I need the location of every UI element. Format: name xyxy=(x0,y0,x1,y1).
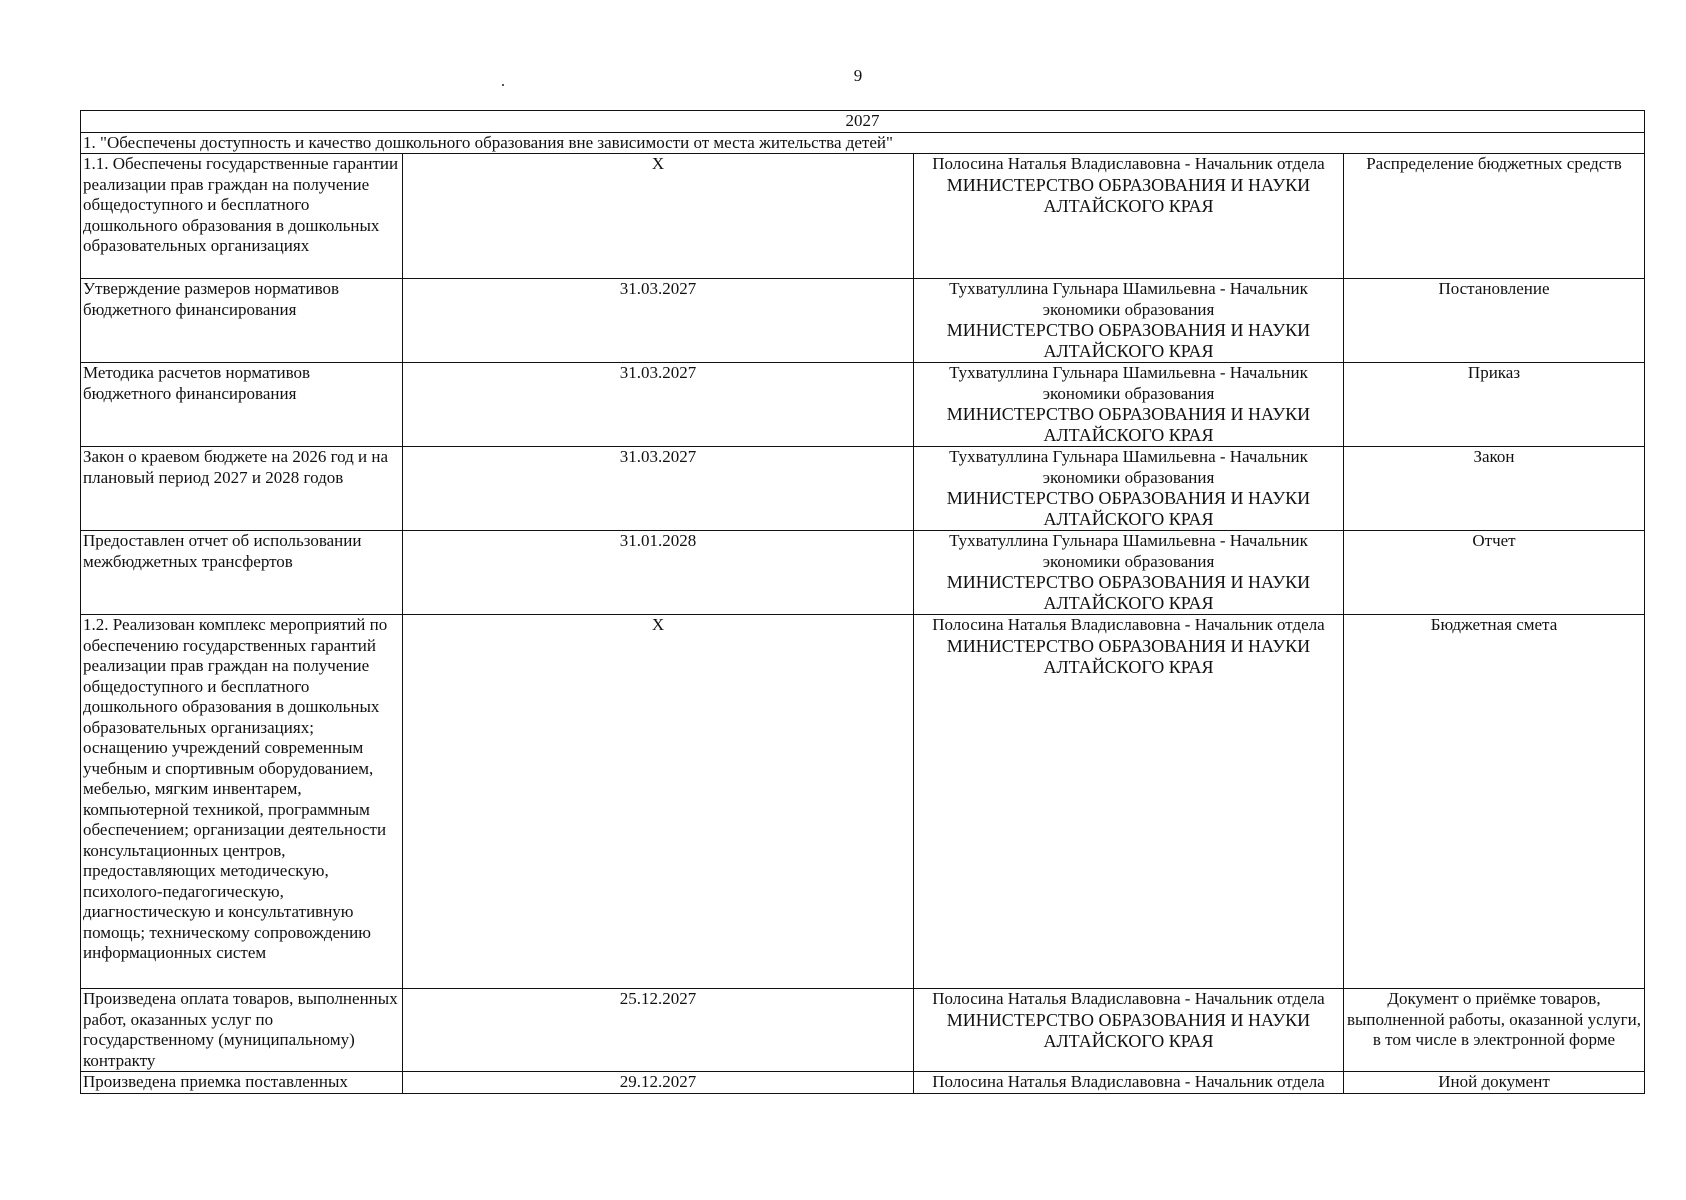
task-date: 31.01.2028 xyxy=(403,531,914,615)
task-document: Распределение бюджетных средств xyxy=(1344,154,1645,279)
task-date: 31.03.2027 xyxy=(403,279,914,363)
task-name: Произведена приемка поставленных xyxy=(81,1072,403,1094)
responsible-organization: МИНИСТЕРСТВО ОБРАЗОВАНИЯ И НАУКИ АЛТАЙСКОГО КРАЯ xyxy=(946,572,1311,613)
responsible-person: Тухватуллина Гульнара Шамильевна - Начальник экономики образования xyxy=(949,447,1308,487)
responsible-person: Полосина Наталья Владиславовна - Начальник отдела xyxy=(932,989,1325,1008)
task-date: 29.12.2027 xyxy=(403,1072,914,1094)
responsible-organization: МИНИСТЕРСТВО ОБРАЗОВАНИЯ И НАУКИ АЛТАЙСКОГО КРАЯ xyxy=(946,174,1311,216)
year-row xyxy=(81,111,1645,133)
task-document: Отчет xyxy=(1344,531,1645,615)
task-name: Закон о краевом бюджете на 2026 год и на плановый период 2027 и 2028 годов xyxy=(81,447,403,531)
task-date: 31.03.2027 xyxy=(403,447,914,531)
scan-speck xyxy=(502,84,504,86)
year-cell: 2027 xyxy=(81,111,1645,133)
responsible-person: Тухватуллина Гульнара Шамильевна - Начальник экономики образования xyxy=(949,363,1308,403)
plan-table xyxy=(80,110,1645,1094)
task-responsible xyxy=(914,447,1344,531)
task-responsible xyxy=(914,279,1344,363)
task-name: Утверждение размеров нормативов бюджетного финансирования xyxy=(81,279,403,363)
section-row xyxy=(81,132,1645,154)
responsible-person: Тухватуллина Гульнара Шамильевна - Начальник экономики образования xyxy=(949,531,1308,571)
responsible-person: Полосина Наталья Владиславовна - Начальник отдела xyxy=(932,1072,1325,1091)
task-date: 31.03.2027 xyxy=(403,363,914,447)
task-date: X xyxy=(403,154,914,279)
table-row xyxy=(81,279,1645,363)
page-number: 9 xyxy=(853,66,863,85)
task-document: Приказ xyxy=(1344,363,1645,447)
responsible-organization: МИНИСТЕРСТВО ОБРАЗОВАНИЯ И НАУКИ АЛТАЙСКОГО КРАЯ xyxy=(946,320,1311,361)
table-row xyxy=(81,363,1645,447)
responsible-person: Тухватуллина Гульнара Шамильевна - Начальник экономики образования xyxy=(949,279,1308,319)
table-row xyxy=(81,447,1645,531)
task-document: Постановление xyxy=(1344,279,1645,363)
table-row xyxy=(81,615,1645,989)
task-document: Бюджетная смета xyxy=(1344,615,1645,989)
section-title: 1. "Обеспечены доступность и качество дошкольного образования вне зависимости от места жительства детей" xyxy=(81,132,1645,154)
task-responsible xyxy=(914,1072,1344,1094)
task-document: Документ о приёмке товаров, выполненной работы, оказанной услуги, в том числе в электронной форме xyxy=(1344,989,1645,1072)
task-responsible xyxy=(914,154,1344,279)
table-row xyxy=(81,531,1645,615)
task-responsible xyxy=(914,615,1344,989)
responsible-organization: МИНИСТЕРСТВО ОБРАЗОВАНИЯ И НАУКИ АЛТАЙСКОГО КРАЯ xyxy=(946,404,1311,445)
responsible-person: Полосина Наталья Владиславовна - Начальник отдела xyxy=(932,615,1325,634)
task-date: X xyxy=(403,615,914,989)
table-row xyxy=(81,1072,1645,1094)
responsible-organization: МИНИСТЕРСТВО ОБРАЗОВАНИЯ И НАУКИ АЛТАЙСКОГО КРАЯ xyxy=(946,635,1311,677)
task-responsible xyxy=(914,989,1344,1072)
task-responsible xyxy=(914,363,1344,447)
task-name: Методика расчетов нормативов бюджетного финансирования xyxy=(81,363,403,447)
task-name: 1.2. Реализован комплекс мероприятий по обеспечению государственных гарантий реализации прав граждан на получение общедоступного и бесплатного дошкольного образования в дошкольных образовательных организациях; оснащению учреждений современным учебным и спортивным оборудованием, мебелью, мягким инвентарем, компьютерной техникой, программным обеспечением; организации деятельности консультационных центров, предоставляющих методическую, психолого-педагогическую, диагностическую и консультативную помощь; техническому сопровождению информационных систем xyxy=(81,615,403,989)
table-row xyxy=(81,154,1645,279)
task-name: Произведена оплата товаров, выполненных работ, оказанных услуг по государственному (муниципальному) контракту xyxy=(81,989,403,1072)
task-name: Предоставлен отчет об использовании межбюджетных трансфертов xyxy=(81,531,403,615)
task-responsible xyxy=(914,531,1344,615)
task-document: Иной документ xyxy=(1344,1072,1645,1094)
responsible-organization: МИНИСТЕРСТВО ОБРАЗОВАНИЯ И НАУКИ АЛТАЙСКОГО КРАЯ xyxy=(946,1009,1311,1051)
table-row xyxy=(81,989,1645,1072)
task-date: 25.12.2027 xyxy=(403,989,914,1072)
responsible-organization: МИНИСТЕРСТВО ОБРАЗОВАНИЯ И НАУКИ АЛТАЙСКОГО КРАЯ xyxy=(946,488,1311,529)
task-document: Закон xyxy=(1344,447,1645,531)
task-name: 1.1. Обеспечены государственные гарантии реализации прав граждан на получение общедоступного и бесплатного дошкольного образования в дошкольных образовательных организациях xyxy=(81,154,403,279)
responsible-person: Полосина Наталья Владиславовна - Начальник отдела xyxy=(932,154,1325,173)
